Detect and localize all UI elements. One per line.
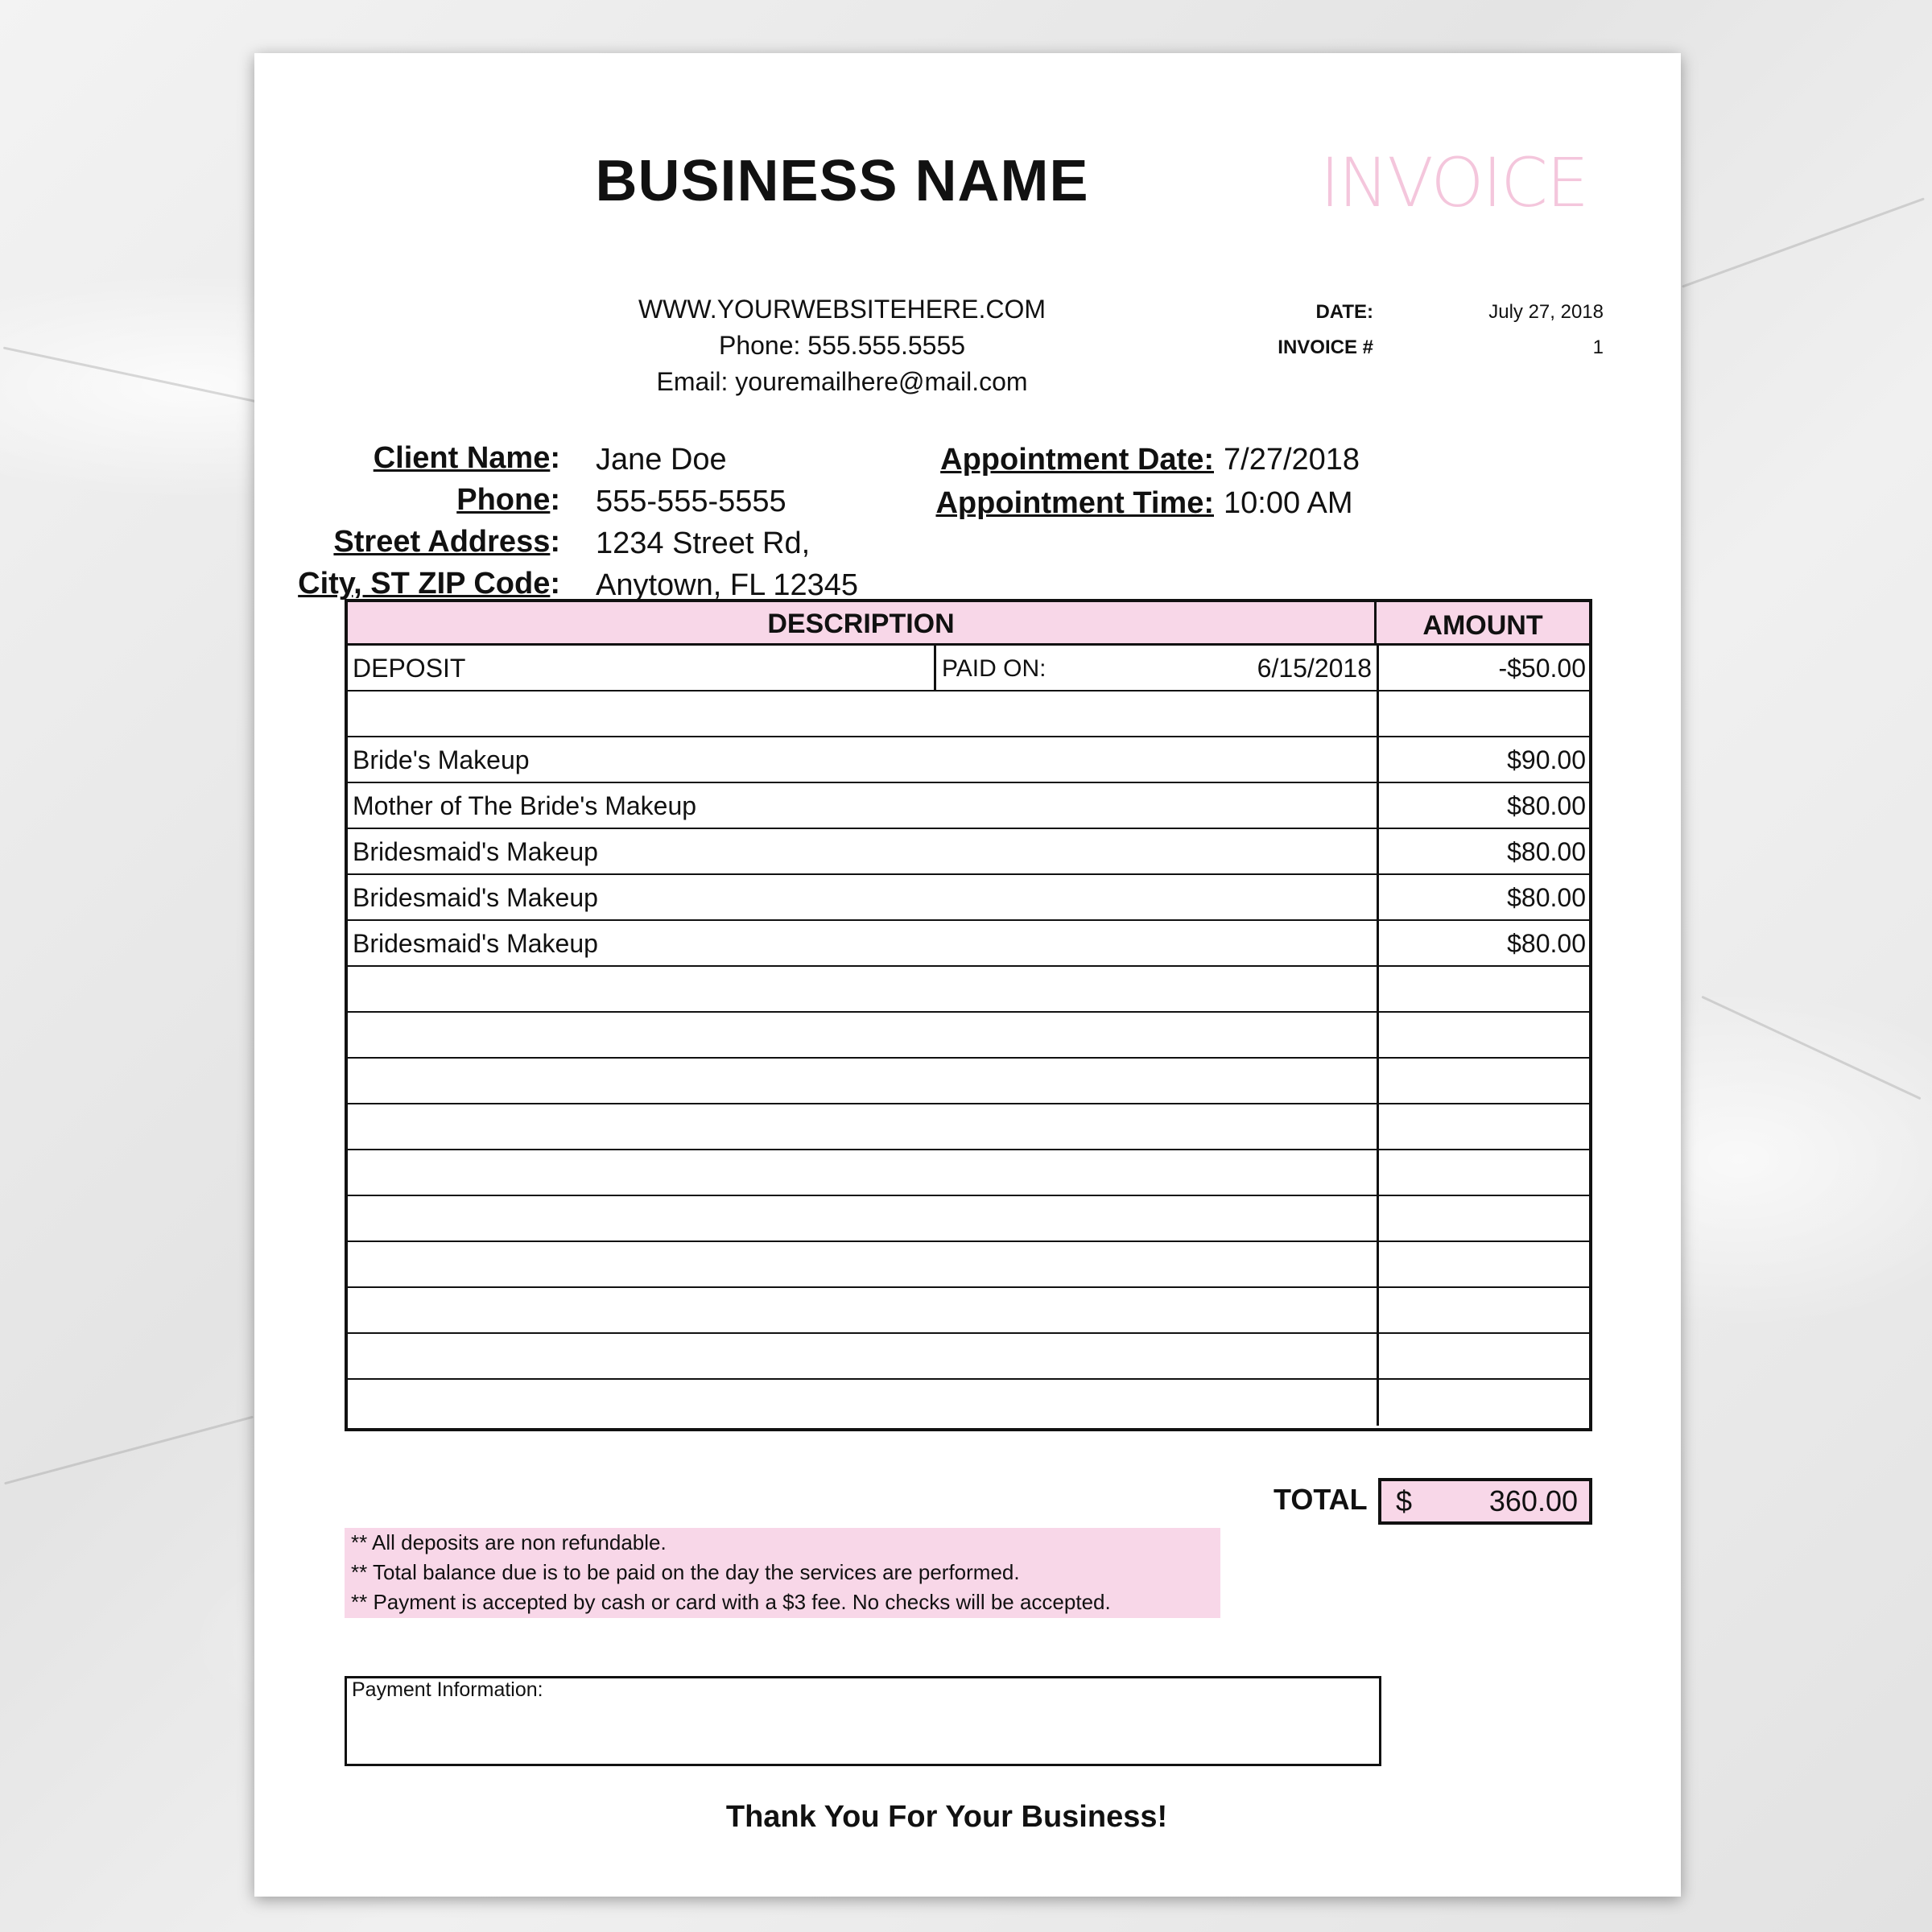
column-divider: [1377, 691, 1379, 736]
item-amount: $80.00: [1507, 883, 1586, 912]
table-row: [348, 1242, 1589, 1288]
table-row: [348, 1059, 1589, 1104]
column-divider: [1377, 646, 1379, 690]
table-row: [348, 737, 1589, 783]
item-description: Bridesmaid's Makeup: [353, 883, 598, 912]
invoice-title: INVOICE: [1319, 143, 1587, 222]
column-divider: [1377, 921, 1379, 965]
note-line: ** Payment is accepted by cash or card with a $3 fee. No checks will be accepted.: [351, 1590, 1111, 1614]
item-description: Mother of The Bride's Makeup: [353, 791, 697, 820]
invoice-number-value: 1: [1592, 336, 1604, 358]
client-name-label: Client Name:: [373, 441, 560, 475]
table-row: [348, 1104, 1589, 1150]
column-divider: [1377, 1104, 1379, 1149]
note-line: ** All deposits are non refundable.: [351, 1530, 667, 1554]
appointment-time-value: 10:00 AM: [1224, 486, 1353, 520]
deposit-label: DEPOSIT: [353, 654, 466, 683]
invoice-date-value: July 27, 2018: [1488, 301, 1604, 323]
line-items-table: [345, 599, 1592, 1431]
item-amount: $90.00: [1507, 745, 1586, 774]
client-phone-value: 555-555-5555: [596, 485, 786, 518]
item-description: Bride's Makeup: [353, 745, 530, 774]
payment-information-box[interactable]: [345, 1676, 1381, 1766]
deposit-row: [348, 646, 1589, 691]
table-row: [348, 1196, 1589, 1242]
payment-information-label: Payment Information:: [352, 1678, 543, 1701]
column-divider: [1377, 1380, 1379, 1426]
paid-on-label: PAID ON:: [942, 655, 1046, 682]
business-name: BUSINESS NAME: [595, 149, 1089, 213]
amount-header: AMOUNT: [1377, 602, 1589, 646]
column-divider: [1377, 783, 1379, 828]
description-header: DESCRIPTION: [348, 602, 1377, 646]
column-divider: [1377, 967, 1379, 1011]
column-divider: [1377, 1059, 1379, 1103]
marble-vein: [4, 1416, 254, 1485]
table-row: [348, 829, 1589, 875]
total-box: [1378, 1478, 1592, 1525]
table-row: [348, 1380, 1589, 1426]
table-row: [348, 967, 1589, 1013]
business-phone: Phone: 555.555.5555: [718, 331, 966, 360]
marble-vein: [1682, 197, 1925, 287]
client-city-value: Anytown, FL 12345: [596, 568, 859, 602]
appointment-date-value: 7/27/2018: [1224, 443, 1360, 477]
invoice-page: [254, 53, 1681, 1897]
business-email: Email: youremailhere@mail.com: [656, 367, 1028, 396]
column-divider: [1377, 1196, 1379, 1241]
client-street-label: Street Address:: [333, 525, 560, 559]
total-value: 360.00: [1488, 1484, 1578, 1517]
terms-notes: [345, 1528, 1220, 1618]
table-row: [348, 1150, 1589, 1196]
total-currency: $: [1396, 1484, 1413, 1517]
table-row: [348, 921, 1589, 967]
client-city-label: City, ST ZIP Code:: [298, 567, 560, 601]
client-name-value: Jane Doe: [596, 443, 727, 477]
appointment-date-label: Appointment Date:: [940, 443, 1214, 477]
marble-vein: [1701, 996, 1921, 1100]
appointment-time-label: Appointment Time:: [935, 486, 1214, 520]
column-divider: [1377, 1242, 1379, 1286]
table-row: [348, 783, 1589, 829]
table-row: [348, 1288, 1589, 1334]
client-phone-label: Phone:: [456, 483, 560, 517]
note-line: ** Total balance due is to be paid on the day the services are performed.: [351, 1560, 1020, 1584]
column-divider: [1377, 1288, 1379, 1332]
table-row: [348, 1334, 1589, 1380]
column-divider: [1377, 1013, 1379, 1057]
total-label: TOTAL: [1274, 1483, 1368, 1516]
item-description: Bridesmaid's Makeup: [353, 929, 598, 958]
paid-on-date: 6/15/2018: [1257, 654, 1372, 683]
table-row: [348, 691, 1589, 737]
column-divider: [1377, 1334, 1379, 1378]
thank-you-message: Thank You For Your Business!: [725, 1800, 1168, 1834]
item-amount: $80.00: [1507, 791, 1586, 820]
item-amount: $80.00: [1507, 837, 1586, 866]
invoice-number-label: INVOICE #: [1278, 336, 1373, 358]
column-divider: [1377, 875, 1379, 919]
table-row: [348, 1013, 1589, 1059]
deposit-amount: -$50.00: [1498, 654, 1586, 683]
column-divider: [1377, 829, 1379, 873]
client-street-value: 1234 Street Rd,: [596, 526, 811, 560]
item-amount: $80.00: [1507, 929, 1586, 958]
item-description: Bridesmaid's Makeup: [353, 837, 598, 866]
business-website: WWW.YOURWEBSITEHERE.COM: [638, 295, 1046, 324]
column-divider: [1377, 1150, 1379, 1195]
column-divider: [1377, 737, 1379, 782]
table-row: [348, 875, 1589, 921]
invoice-date-label: DATE:: [1315, 301, 1373, 323]
cell-divider: [934, 646, 936, 690]
